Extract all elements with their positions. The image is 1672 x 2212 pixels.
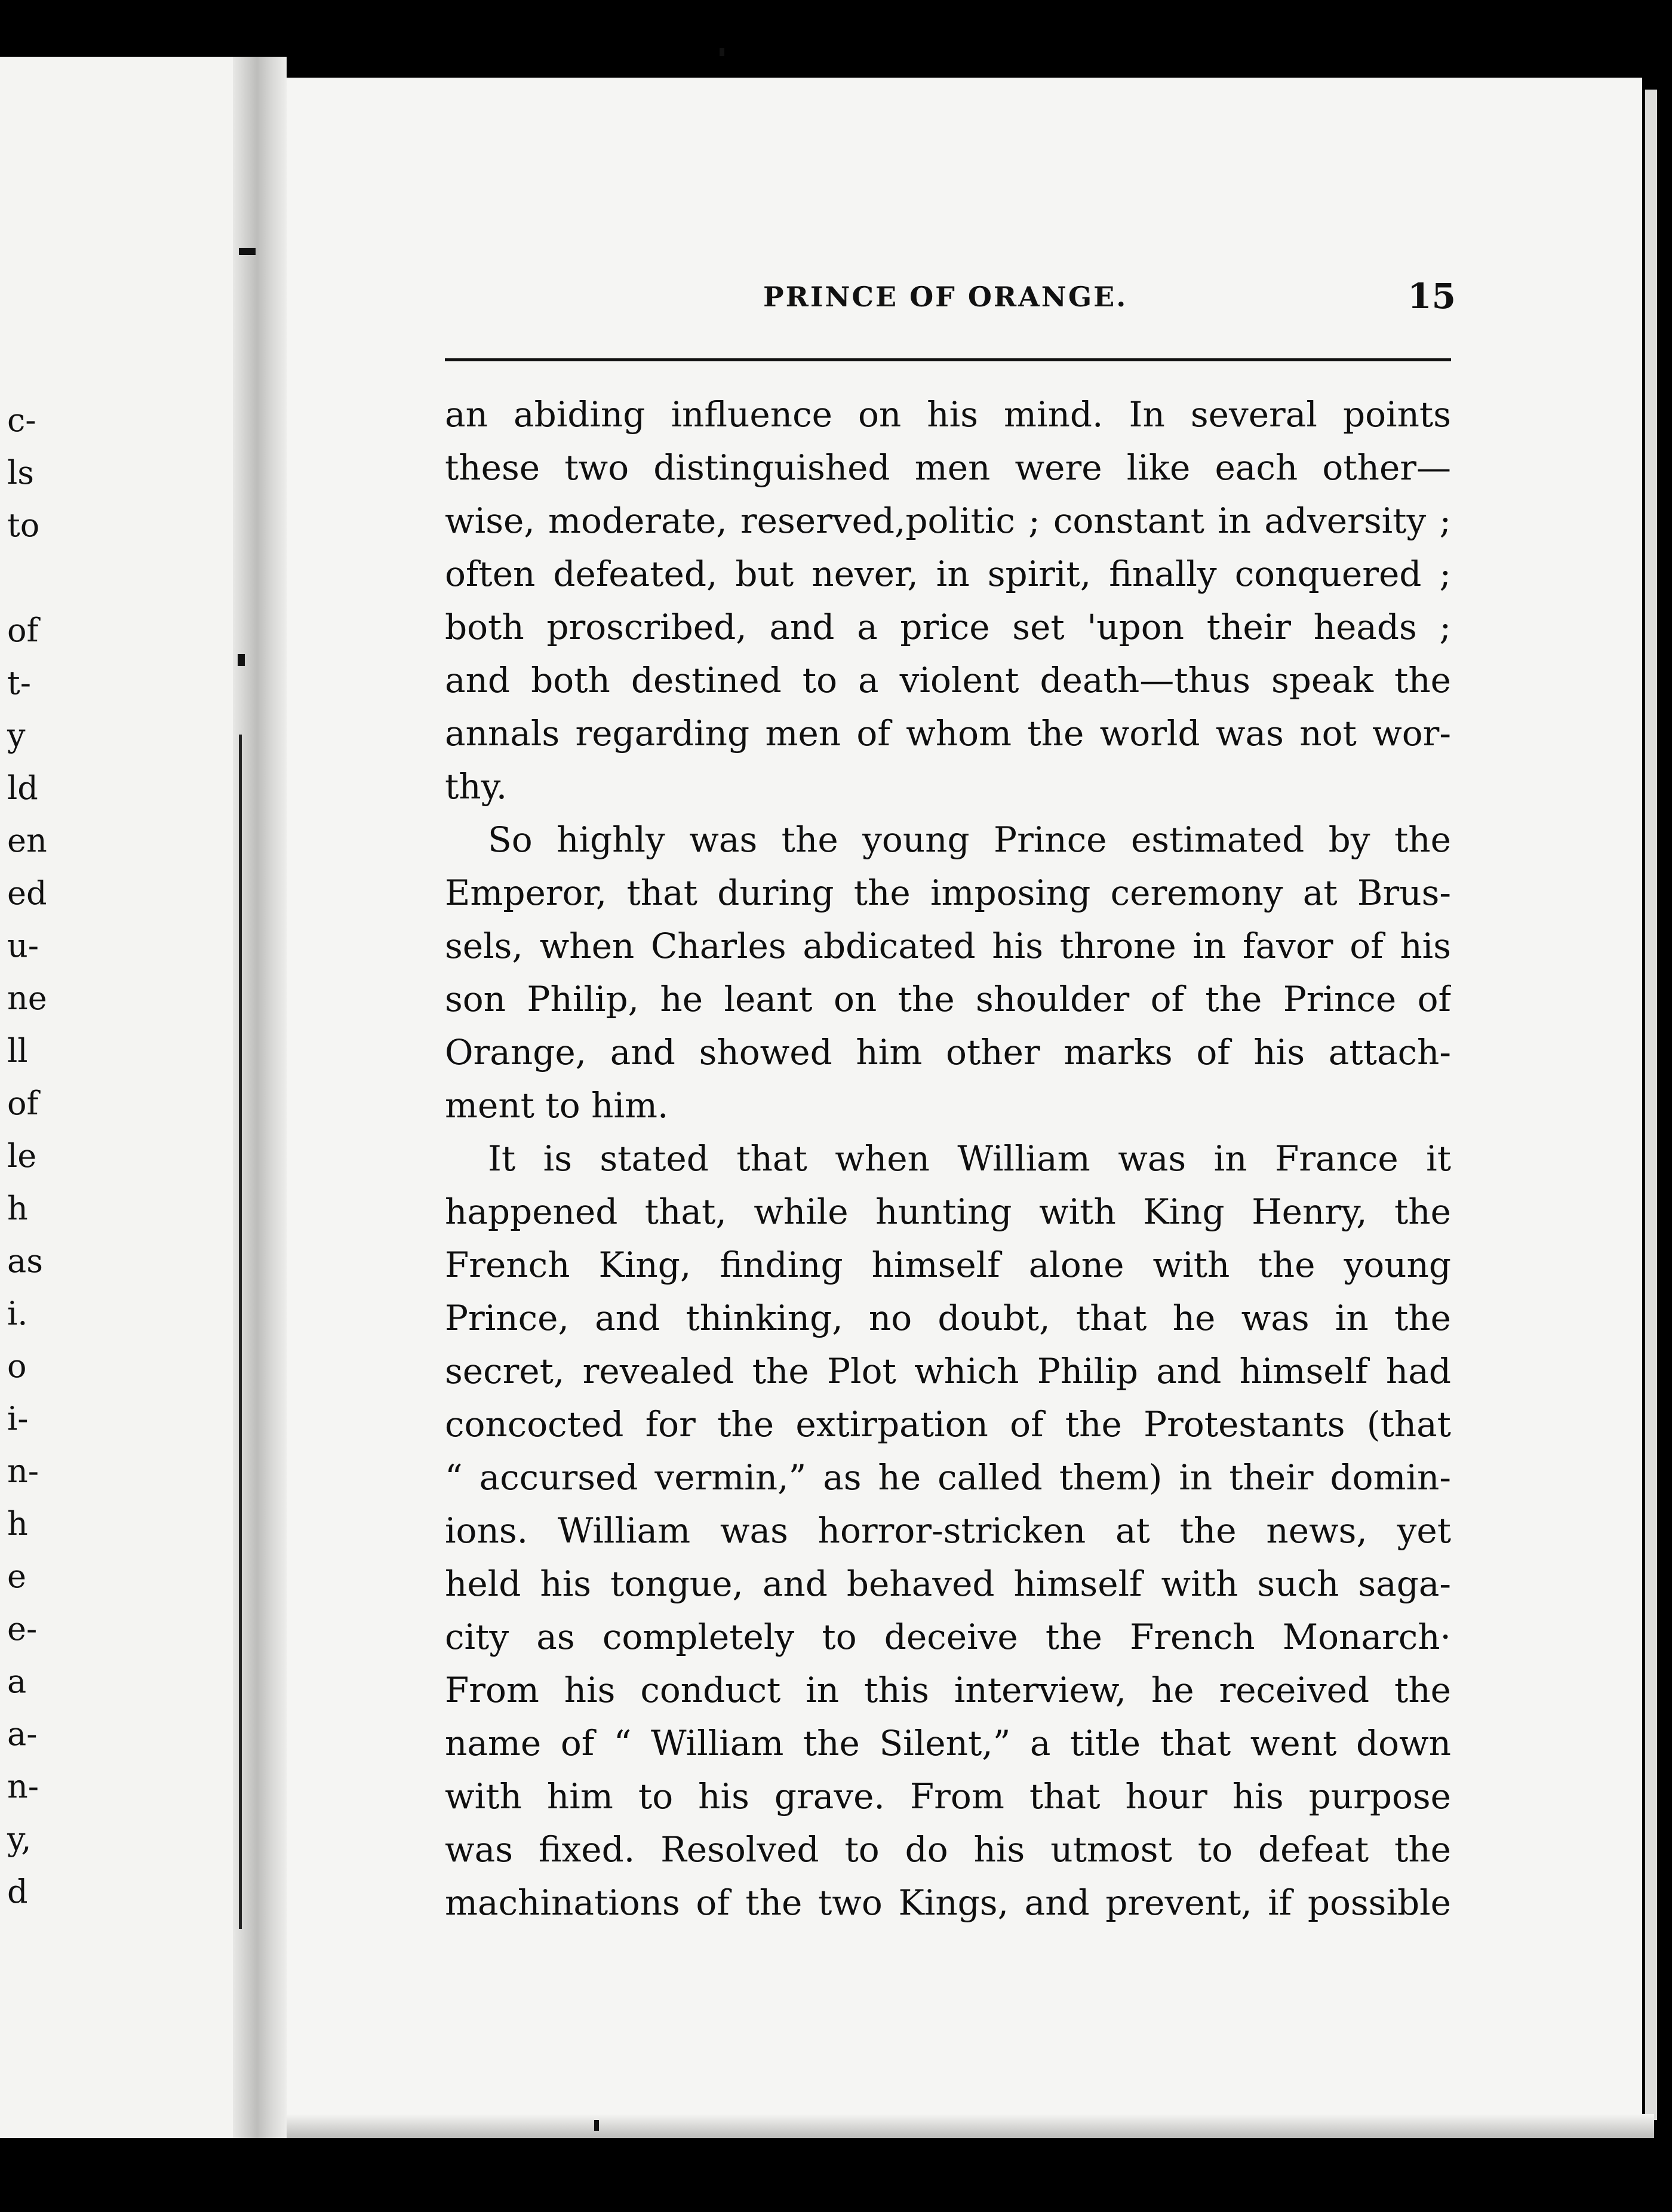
text-line: So highly was the young Prince estimated by the: [488, 819, 1451, 860]
left-fragment: ll: [7, 1032, 28, 1070]
left-fragment: e: [7, 1557, 26, 1595]
page-header: [763, 276, 1456, 322]
page-edge: [1645, 90, 1657, 2120]
text-line: Emperor, that during the imposing ceremony at Brus-: [445, 872, 1451, 913]
left-fragment: a: [7, 1663, 27, 1700]
page-number: 15: [1407, 276, 1456, 317]
left-fragment: ne: [7, 979, 47, 1017]
left-fragment: [0, 552, 90, 604]
left-fragment: n-: [7, 1768, 39, 1805]
text-line: It is stated that when William was in France it: [488, 1138, 1451, 1179]
text-line: an abiding influence on his mind. In several points: [445, 394, 1451, 435]
left-fragment: u-: [7, 927, 39, 964]
ink-speck: [238, 654, 245, 666]
gutter-shadow-line: [239, 735, 242, 1929]
left-fragment: n-: [7, 1452, 39, 1490]
text-line: both proscribed, and a price set 'upon their heads ;: [445, 607, 1451, 647]
left-fragment: e-: [7, 1610, 38, 1648]
left-fragment: of: [7, 1085, 39, 1122]
left-fragment: h: [7, 1505, 28, 1543]
text-line: wise, moderate, reserved,politic ; constant in adversity ;: [445, 500, 1451, 541]
left-page-text-fragments: [0, 394, 90, 1918]
left-fragment: h: [7, 1190, 28, 1227]
text-line: French King, finding himself alone with the young: [445, 1245, 1451, 1285]
text-line: From his conduct in this interview, he received the: [445, 1670, 1451, 1710]
text-line: held his tongue, and behaved himself with such saga-: [445, 1563, 1451, 1604]
body-text: [445, 388, 1451, 1930]
left-fragment: a-: [7, 1715, 38, 1753]
header-rule: [445, 358, 1451, 361]
text-line: annals regarding men of whom the world was not wor-: [445, 713, 1451, 754]
left-fragment: ls: [7, 454, 34, 491]
left-fragment: of: [7, 612, 39, 649]
left-fragment: c-: [7, 401, 36, 439]
text-line: Orange, and showed him other marks of his attach-: [445, 1032, 1451, 1073]
left-fragment: y,: [7, 1820, 32, 1858]
left-fragment: y: [7, 717, 26, 754]
left-fragment: to: [7, 506, 40, 544]
left-fragment: en: [7, 822, 47, 859]
text-line: Prince, and thinking, no doubt, that he was in the: [445, 1298, 1451, 1338]
text-line: ions. William was horror-stricken at the news, yet: [445, 1510, 1451, 1551]
text-line: and both destined to a violent death—thus speak the: [445, 660, 1451, 701]
text-line: happened that, while hunting with King Henry, the: [445, 1191, 1451, 1232]
ink-speck: [239, 248, 256, 255]
text-line: secret, revealed the Plot which Philip and himself had: [445, 1351, 1451, 1391]
text-line: “ accursed vermin,” as he called them) in their domin-: [445, 1457, 1451, 1498]
text-line: name of “ William the Silent,” a title that went down: [445, 1723, 1451, 1764]
text-line: city as completely to deceive the French Monarch·: [445, 1617, 1451, 1657]
text-line: machinations of the two Kings, and prevent, if possible: [445, 1882, 1451, 1923]
page-bottom-edge: [287, 2114, 1654, 2138]
running-title: PRINCE OF ORANGE.: [763, 281, 1128, 313]
text-line: these two distinguished men were like each other—: [445, 447, 1451, 488]
text-line: concocted for the extirpation of the Protestants (that: [445, 1404, 1451, 1445]
left-fragment: le: [7, 1137, 37, 1175]
text-line: with him to his grave. From that hour his purpose: [445, 1776, 1451, 1817]
text-line: sels, when Charles abdicated his throne in favor of his: [445, 926, 1451, 966]
text-line: son Philip, he leant on the shoulder of the Prince of: [445, 979, 1451, 1019]
text-line: thy.: [445, 766, 508, 807]
ink-speck: [594, 2120, 599, 2131]
left-fragment: d: [7, 1873, 28, 1910]
left-fragment: ed: [7, 874, 47, 912]
left-fragment: ld: [7, 769, 38, 807]
text-line: often defeated, but never, in spirit, finally conquered ;: [445, 554, 1451, 594]
left-fragment: o: [7, 1347, 27, 1385]
left-fragment: i-: [7, 1400, 29, 1437]
left-fragment: as: [7, 1242, 43, 1280]
ink-speck: [720, 48, 724, 56]
text-line: was fixed. Resolved to do his utmost to defeat the: [445, 1829, 1451, 1870]
text-line: ment to him.: [445, 1085, 669, 1126]
left-fragment: i.: [7, 1295, 28, 1332]
left-fragment: t-: [7, 664, 31, 702]
